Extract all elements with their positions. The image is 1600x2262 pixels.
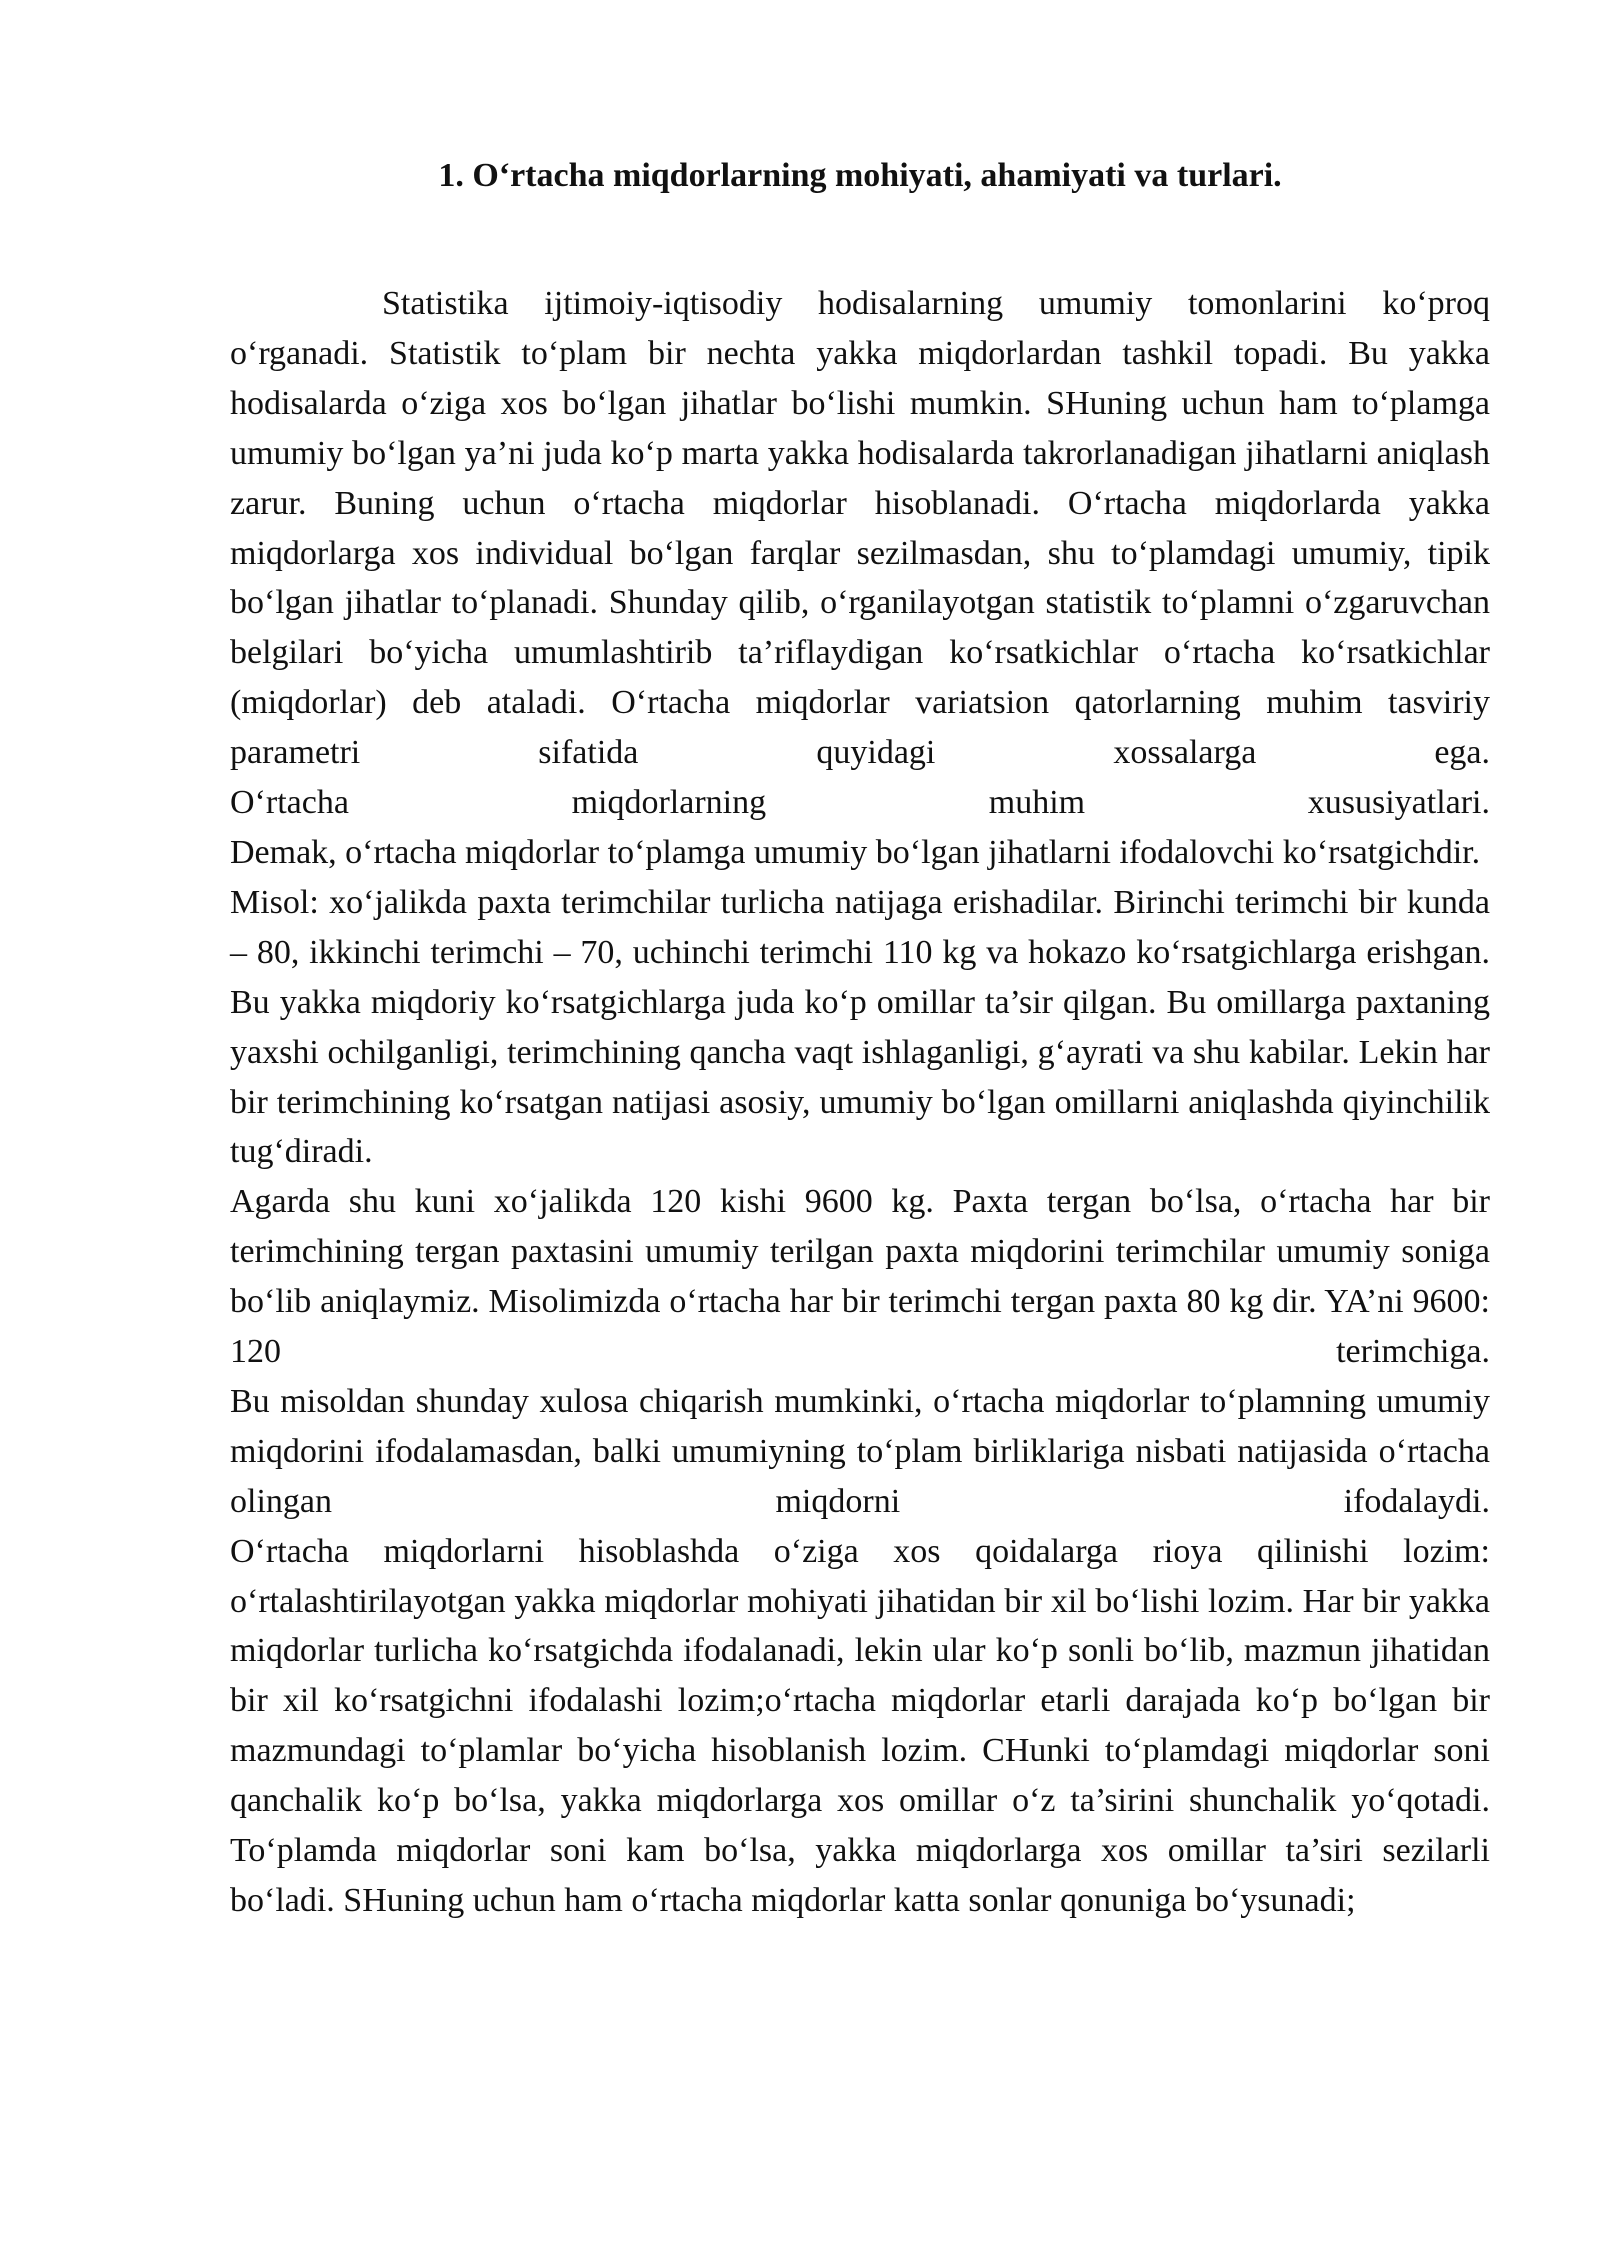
paragraph-conclusion: Demak, o‘rtacha miqdorlar to‘plamga umumiy bo‘lgan jihatlarni ifodalovchi ko‘rsatgichdir. bbox=[230, 833, 1481, 871]
paragraph-calculation: Agarda shu kuni xo‘jalikda 120 kishi 9600 kg. Paxta tergan bo‘lsa, o‘rtacha har bir terimchining tergan paxtasini umumiy terilgan paxta miqdorini terimchilar umumiy soniga bo‘lib aniqlaymiz. Misolimizda o‘rtacha har bir terimchi tergan paxta 80 kg dir. YA’ni 9600: 120 terimchiga. bbox=[230, 1183, 1490, 1371]
document-body bbox=[230, 279, 1490, 1926]
paragraph-example: Misol: xo‘jalikda paxta terimchilar turlicha natijaga erishadilar. Birinchi terimchi bir kunda – 80, ikkinchi terimchi – 70, uchinchi terimchi 110 kg va hokazo ko‘rsatgichlarga erishgan. Bu yakka miqdoriy ko‘rsatgichlarga juda ko‘p omillar ta’sir qilgan. Bu omillarga paxtaning yaxshi ochilganligi, terimchining qancha vaqt ishlaganligi, g‘ayrati va shu kabilar. Lekin har bir terimchining ko‘rsatgan natijasi asosiy, umumiy bo‘lgan omillarni aniqlashda qiyinchilik tug‘diradi. bbox=[230, 883, 1490, 1171]
paragraph-inference: Bu misoldan shunday xulosa chiqarish mumkinki, o‘rtacha miqdorlar to‘plamning umumiy miqdorini ifodalamasdan, balki umumiyning to‘plam birliklariga nisbati natijasida o‘rtacha olingan miqdorni ifodalaydi. bbox=[230, 1382, 1490, 1520]
section-heading: 1. O‘rtacha miqdorlarning mohiyati, ahamiyati va turlari. bbox=[438, 157, 1282, 194]
paragraph-intro: Statistika ijtimoiy-iqtisodiy hodisalarning umumiy tomonlarini ko‘proq o‘rganadi. Statistik to‘plam bir nechta yakka miqdorlardan tashkil topadi. Bu yakka hodisalarda o‘ziga xos bo‘lgan jihatlar bo‘lishi mumkin. SHuning uchun ham to‘plamga umumiy bo‘lgan ya’ni juda ko‘p marta yakka hodisalarda takrorlanadigan jihatlarni aniqlash zarur. Buning uchun o‘rtacha miqdorlar hisoblanadi. O‘rtacha miqdorlarda yakka miqdorlarga xos individual bo‘lgan farqlar sezilmasdan, shu to‘plamdagi umumiy, tipik bo‘lgan jihatlar to‘planadi. Shunday qilib, o‘rganilayotgan statistik to‘plamni o‘zgaruvchan belgilari bo‘yicha umumlashtirib ta’riflaydigan ko‘rsatkichlar o‘rtacha ko‘rsatkichlar (miqdorlar) deb ataladi. O‘rtacha miqdorlar variatsion qatorlarning muhim tasviriy parametri sifatida quyidagi xossalarga ega. bbox=[230, 285, 1490, 772]
paragraph-properties: O‘rtacha miqdorlarning muhim xususiyatlari. bbox=[230, 784, 1490, 822]
paragraph-rules: O‘rtacha miqdorlarni hisoblashda o‘ziga xos qoidalarga rioya qilinishi lozim: o‘rtalashtirilayotgan yakka miqdorlar mohiyati jihatidan bir xil bo‘lishi lozim. Har bir yakka miqdorlar turlicha ko‘rsatgichda ifodalanadi, lekin ular ko‘p sonli bo‘lib, mazmun jihatidan bir xil ko‘rsatgichni ifodalashi lozim;o‘rtacha miqdorlar etarli darajada ko‘p bo‘lgan bir mazmundagi to‘plamlar bo‘yicha hisoblanish lozim. CHunki to‘plamdagi miqdorlar soni qanchalik ko‘p bo‘lsa, yakka miqdorlarga xos omillar o‘z ta’sirini shunchalik yo‘qotadi. To‘plamda miqdorlar soni kam bo‘lsa, yakka miqdorlarga xos omillar ta’siri sezilarli bo‘ladi. SHuning uchun ham o‘rtacha miqdorlar katta sonlar qonuniga bo‘ysunadi; bbox=[230, 1532, 1490, 1919]
